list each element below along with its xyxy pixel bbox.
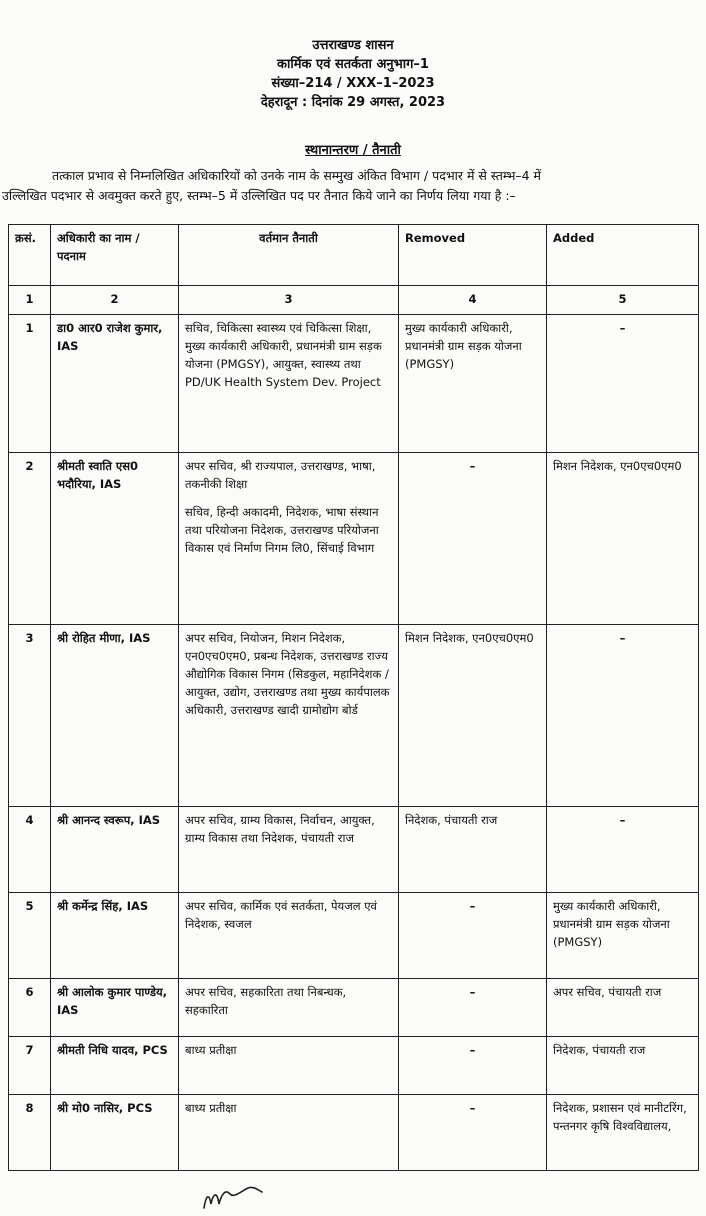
order-date: देहरादून : दिनांक 29 अगस्त, 2023 — [260, 95, 446, 110]
row-sno: 5 — [9, 893, 51, 979]
current-posting-text: अपर सचिव, श्री राज्यपाल, उत्तराखण्ड, भाषा, तकनीकी शिक्षा — [185, 459, 376, 491]
removed-charge: मिशन निदेशक, एन0एच0एम0 — [399, 625, 547, 807]
removed-charge: – — [399, 893, 547, 979]
table-row — [9, 453, 699, 625]
added-charge: मिशन निदेशक, एन0एच0एम0 — [547, 453, 699, 625]
document-header — [0, 36, 706, 112]
table-row — [9, 807, 699, 893]
intro-line-2: उल्लिखित पदभार से अवमुक्त करते हुए, स्तम्भ–5 में उल्लिखित पद पर तैनात किये जाने का निर्णय लिया गया है :– — [2, 188, 516, 203]
current-posting-text: अपर सचिव, सहकारिता तथा निबन्धक, सहकारिता — [185, 985, 347, 1017]
column-number: 2 — [51, 286, 179, 315]
column-number-row — [9, 286, 699, 315]
current-posting — [179, 315, 399, 453]
row-sno: 6 — [9, 979, 51, 1037]
removed-charge: – — [399, 1095, 547, 1171]
intro-line-1: तत्काल प्रभाव से निम्नलिखित अधिकारियों को उनके नाम के सम्मुख अंकित विभाग / पदभार में से स्तम्भ–4 में — [52, 168, 542, 183]
header-current-posting: वर्तमान तैनाती — [179, 225, 399, 286]
current-posting — [179, 625, 399, 807]
current-posting-text: बाध्य प्रतीक्षा — [185, 1101, 237, 1115]
table-row — [9, 625, 699, 807]
column-number: 5 — [547, 286, 699, 315]
row-sno: 1 — [9, 315, 51, 453]
current-posting-text: अपर सचिव, कार्मिक एवं सतर्कता, पेयजल एवं निदेशक, स्वजल — [185, 899, 377, 931]
current-posting — [179, 979, 399, 1037]
column-number: 4 — [399, 286, 547, 315]
added-charge: – — [547, 625, 699, 807]
column-number: 3 — [179, 286, 399, 315]
added-charge: – — [547, 315, 699, 453]
intro-paragraph — [2, 166, 702, 206]
current-posting-text: बाध्य प्रतीक्षा — [185, 1043, 237, 1057]
current-posting-text: अपर सचिव, ग्राम्य विकास, निर्वाचन, आयुक्त, ग्राम्य विकास तथा निदेशक, पंचायती राज — [185, 813, 375, 845]
officer-name: डा0 आर0 राजेश कुमार, IAS — [51, 315, 179, 453]
officer-name: श्री रोहित मीणा, IAS — [51, 625, 179, 807]
officer-name: श्री आलोक कुमार पाण्डेय, IAS — [51, 979, 179, 1037]
table-row — [9, 315, 699, 453]
subject-text: स्थानान्तरण / तैनाती — [305, 143, 401, 158]
added-charge: निदेशक, प्रशासन एवं मानीटरिंग, पन्तनगर कृषि विश्वविद्यालय, — [547, 1095, 699, 1171]
row-sno: 2 — [9, 453, 51, 625]
removed-charge: निदेशक, पंचायती राज — [399, 807, 547, 893]
header-added: Added — [547, 225, 699, 286]
row-sno: 7 — [9, 1037, 51, 1095]
removed-charge: – — [399, 453, 547, 625]
officer-name: श्री मो0 नासिर, PCS — [51, 1095, 179, 1171]
added-charge: – — [547, 807, 699, 893]
current-posting — [179, 1095, 399, 1171]
table-row — [9, 1095, 699, 1171]
current-posting-text: अपर सचिव, नियोजन, मिशन निदेशक, एन0एच0एम0, प्रबन्ध निदेशक, उत्तराखण्ड राज्य औद्योगिक विकास निगम (सिडकुल, महानिदेशक / आयुक्त, उद्योग, उत्तराखण्ड तथा मुख्य कार्यपालक अधिकारी, उत्तराखण्ड खादी ग्रामोद्योग बोर्ड — [185, 631, 390, 717]
transfer-table — [8, 224, 699, 1171]
officer-name: श्रीमती निधि यादव, PCS — [51, 1037, 179, 1095]
added-charge: अपर सचिव, पंचायती राज — [547, 979, 699, 1037]
table-row — [9, 979, 699, 1037]
officer-name: श्री कर्मेन्द्र सिंह, IAS — [51, 893, 179, 979]
header-removed: Removed — [399, 225, 547, 286]
table-row — [9, 893, 699, 979]
removed-charge: – — [399, 979, 547, 1037]
header-sno: क्रसं. — [9, 225, 51, 286]
table-header-row — [9, 225, 699, 286]
table-row — [9, 1037, 699, 1095]
added-charge: निदेशक, पंचायती राज — [547, 1037, 699, 1095]
officer-name: श्री आनन्द स्वरूप, IAS — [51, 807, 179, 893]
removed-charge: मुख्य कार्यकारी अधिकारी, प्रधानमंत्री ग्राम सड़क योजना (PMGSY) — [399, 315, 547, 453]
added-charge: मुख्य कार्यकारी अधिकारी, प्रधानमंत्री ग्राम सड़क योजना (PMGSY) — [547, 893, 699, 979]
row-sno: 4 — [9, 807, 51, 893]
removed-charge: – — [399, 1037, 547, 1095]
officer-name: श्रीमती स्वाति एस0 भदौरिया, IAS — [51, 453, 179, 625]
order-number: संख्या–214 / XXX–1–2023 — [271, 76, 435, 91]
signature-initials — [200, 1180, 270, 1212]
current-posting-text: सचिव, चिकित्सा स्वास्थ्य एवं चिकित्सा शिक्षा, मुख्य कार्यकारी अधिकारी, प्रधानमंत्री ग्राम सड़क योजना (PMGSY), आयुक्त, स्वास्थ्य तथा PD/UK Health System Dev. Project — [185, 321, 382, 389]
current-posting — [179, 807, 399, 893]
department-name: कार्मिक एवं सतर्कता अनुभाग–1 — [277, 57, 429, 72]
govt-name: उत्तराखण्ड शासन — [312, 38, 394, 53]
current-posting — [179, 453, 399, 625]
row-sno: 3 — [9, 625, 51, 807]
header-officer-name: अधिकारी का नाम / पदनाम — [51, 225, 179, 286]
current-posting — [179, 1037, 399, 1095]
subject-line — [0, 140, 706, 158]
current-posting-text: सचिव, हिन्दी अकादमी, निदेशक, भाषा संस्थान तथा परियोजना निदेशक, उत्तराखण्ड परियोजना विकास एवं निर्माण निगम लि0, सिंचाई विभाग — [185, 505, 379, 555]
current-posting — [179, 893, 399, 979]
row-sno: 8 — [9, 1095, 51, 1171]
column-number: 1 — [9, 286, 51, 315]
